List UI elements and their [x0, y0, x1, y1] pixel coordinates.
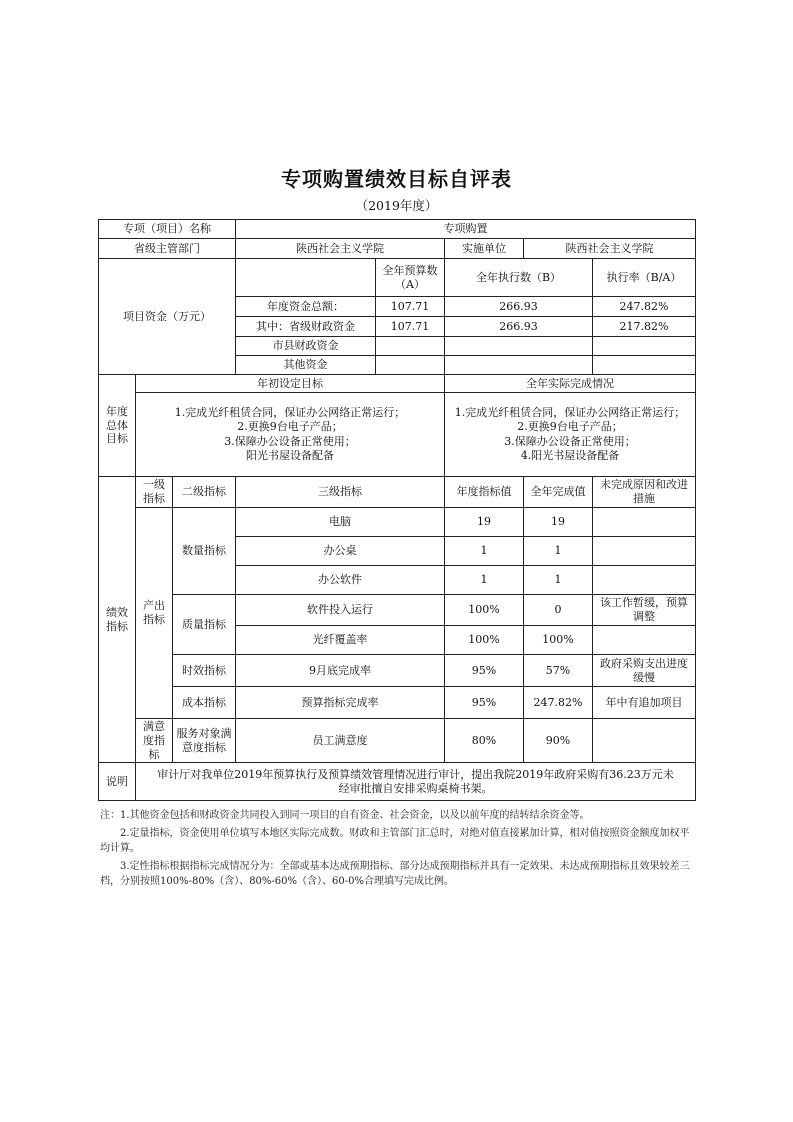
indicator-actual: 1: [524, 566, 593, 595]
funds-row-budget: [376, 356, 445, 375]
performance-label: 绩效指标: [99, 477, 136, 763]
funds-row-exec: 266.93: [445, 297, 593, 317]
indicator-actual: 1: [524, 537, 593, 566]
funds-label: 项目资金（万元）: [99, 259, 236, 375]
perf-h-actual: 全年完成值: [524, 477, 593, 508]
indicator-reason: 该工作暂缓，预算调整: [593, 595, 696, 626]
indicator-target: 80%: [445, 719, 524, 763]
implementer-value: 陕西社会主义学院: [524, 239, 696, 259]
funds-row-label: 年度资金总额：: [236, 297, 376, 317]
funds-row-rate: [593, 356, 696, 375]
indicator-actual: 90%: [524, 719, 593, 763]
cost-indicator-label: 成本指标: [173, 687, 236, 719]
goal-line: 1.完成光纤租赁合同，保证办公网络正常运行；: [454, 405, 686, 419]
indicator-name: 光纤覆盖率: [236, 626, 445, 655]
indicator-actual: 100%: [524, 626, 593, 655]
goal-line: 3.保障办公设备正常使用；: [504, 434, 636, 448]
indicator-actual: 0: [524, 595, 593, 626]
perf-h-level3: 三级指标: [236, 477, 445, 508]
goal-line: 1.完成光纤租赁合同，保证办公网络正常运行；: [174, 405, 406, 419]
funds-row-rate: [593, 337, 696, 356]
funds-row-label: 其他资金: [236, 356, 376, 375]
indicator-target: 19: [445, 508, 524, 537]
indicator-target: 100%: [445, 626, 524, 655]
department-label: 省级主管部门: [99, 239, 236, 259]
funds-row-exec: [445, 337, 593, 356]
indicator-reason: [593, 566, 696, 595]
indicator-reason: [593, 719, 696, 763]
indicator-target: 95%: [445, 655, 524, 687]
indicator-reason: 政府采购支出进度缓慢: [593, 655, 696, 687]
indicator-actual: 247.82%: [524, 687, 593, 719]
funds-row-budget: 107.71: [376, 297, 445, 317]
indicator-reason: [593, 508, 696, 537]
indicator-name: 电脑: [236, 508, 445, 537]
indicator-name: 员工满意度: [236, 719, 445, 763]
goals-col-set: 年初设定目标: [136, 375, 445, 393]
funds-row-rate: 217.82%: [593, 317, 696, 337]
footnotes: [100, 808, 696, 892]
quantity-indicator-label: 数量指标: [173, 508, 236, 595]
indicator-target: 1: [445, 566, 524, 595]
indicator-reason: 年中有追加项目: [593, 687, 696, 719]
funds-row-budget: 107.71: [376, 317, 445, 337]
funds-header-blank: [236, 259, 376, 297]
page-subtitle: （2019年度）: [355, 198, 438, 213]
goal-line: 3.保障办公设备正常使用；: [224, 434, 356, 448]
quality-indicator-label: 质量指标: [173, 595, 236, 655]
remark-text: 审计厅对我单位2019年预算执行及预算绩效管理情况进行审计，提出我院2019年政府采购有36.23万元未经审批擅自安排采购桌椅书架。: [136, 763, 696, 801]
goal-line: 阳光书屋设备配备: [246, 448, 334, 462]
goal-line: 2.更换9台电子产品；: [237, 420, 343, 434]
project-name-label: 专项（项目）名称: [99, 220, 236, 239]
implementer-label: 实施单位: [445, 239, 524, 259]
indicator-name: 软件投入运行: [236, 595, 445, 626]
service-satisfaction-label: 服务对象满意度指标: [173, 719, 236, 763]
indicator-target: 95%: [445, 687, 524, 719]
funds-row-rate: 247.82%: [593, 297, 696, 317]
footnote: 注：1.其他资金包括和财政资金共同投入到同一项目的自有资金、社会资金，以及以前年度的结转结余资金等。: [100, 810, 590, 821]
indicator-target: 100%: [445, 595, 524, 626]
self-evaluation-table: [98, 219, 696, 801]
perf-h-target: 年度指标值: [445, 477, 524, 508]
perf-h-level1: 一级指标: [136, 477, 173, 508]
indicator-reason: [593, 537, 696, 566]
funds-col-rate: 执行率（B/A）: [593, 259, 696, 297]
indicator-reason: [593, 626, 696, 655]
time-indicator-label: 时效指标: [173, 655, 236, 687]
page-title: 专项购置绩效目标自评表: [281, 167, 512, 191]
indicator-actual: 57%: [524, 655, 593, 687]
goal-line: 4.阳光书屋设备配备: [520, 448, 620, 462]
goals-set-content: [136, 393, 445, 477]
funds-row-exec: [445, 356, 593, 375]
indicator-name: 办公软件: [236, 566, 445, 595]
footnote: 2.定量指标，资金使用单位填写本地区实际完成数。财政和主管部门汇总时，对绝对值直接累加计算，相对值按照资金额度加权平均计算。: [100, 827, 690, 854]
goals-col-actual: 全年实际完成情况: [445, 375, 696, 393]
indicator-name: 9月底完成率: [236, 655, 445, 687]
project-name-value: 专项购置: [236, 220, 696, 239]
annual-goals-label: 年度总体目标: [99, 375, 136, 477]
goal-line: 2.更换9台电子产品；: [517, 420, 623, 434]
perf-h-level2: 二级指标: [173, 477, 236, 508]
funds-row-budget: [376, 337, 445, 356]
funds-col-exec: 全年执行数（B）: [445, 259, 593, 297]
indicator-actual: 19: [524, 508, 593, 537]
remark-label: 说明: [99, 763, 136, 801]
footnote: 3.定性指标根据指标完成情况分为：全部或基本达成预期指标、部分达成预期指标并具有一定效果、未达成预期指标且效果较差三档，分别按照100%-80%（含）、80%-60%（含）、60-0%合理填写完成比例。: [100, 860, 690, 887]
department-value: 陕西社会主义学院: [236, 239, 445, 259]
goals-actual-content: [445, 393, 696, 477]
indicator-name: 预算指标完成率: [236, 687, 445, 719]
output-indicator-label: 产出指标: [136, 508, 173, 719]
funds-row-exec: 266.93: [445, 317, 593, 337]
indicator-name: 办公桌: [236, 537, 445, 566]
funds-row-label: 其中：省级财政资金: [236, 317, 376, 337]
satisfaction-indicator-label: 满意度指标: [136, 719, 173, 763]
perf-h-reason: 未完成原因和改进措施: [593, 477, 696, 508]
indicator-target: 1: [445, 537, 524, 566]
funds-col-budget: 全年预算数（A）: [376, 259, 445, 297]
funds-row-label: 市县财政资金: [236, 337, 376, 356]
